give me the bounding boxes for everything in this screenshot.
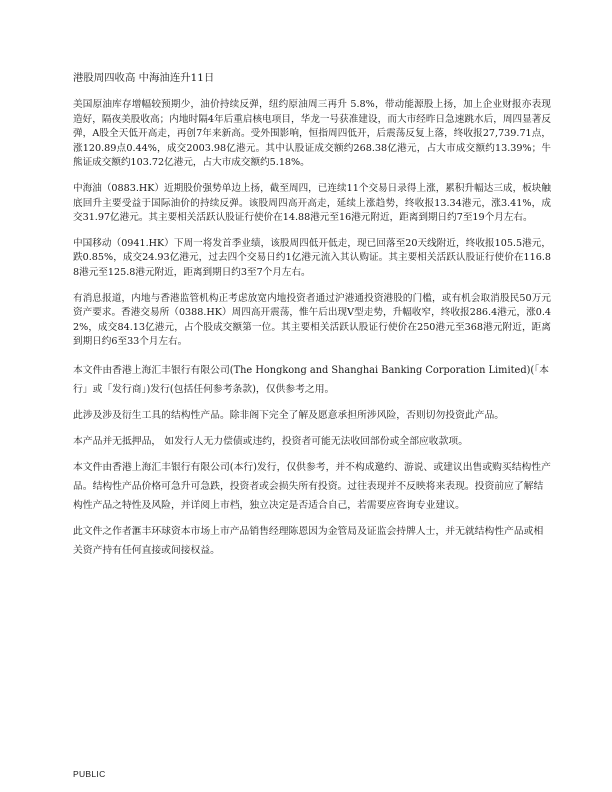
author-disclosure: 此文件之作者滙丰环球资本市场上市产品销售经理陈恩因为金管局及证监会持牌人士，并无就结构性产品或相关资产持有任何直接或间接权益。 — [73, 525, 544, 556]
no-collateral-warning: 本产品并无抵押品， 如发行人无力偿债或违约，投资者可能无法收回部份或全部应收款项。 — [73, 435, 468, 447]
hkex-paragraph: 有消息报道，内地与香港监管机构正考虑放宽内地投资者通过沪港通投资港股的门槛，或有机会取消股民50万元资产要求。香港交易所（0388.HK）周四高开震荡，惟午后出现V型走势，升幅收窄，终收报286.4港元，涨0.42%，成交84.13亿港元，占个股成交额第一位。其主要相关活跃认股证行使价在250港元至368港元附近，距离到期日约6至33个月左右。 — [73, 292, 551, 348]
china-mobile-paragraph: 中国移动（0941.HK）下周一将发首季业绩，该股周四低开低走，现已回落至20天线附近，终收报105.5港元，跌0.85%，成交24.93亿港元，过去四个交易日约1亿港元流入其认购证。其主要相关活跃认股证行使价在116.88港元至125.8港元附近，距离到期日约3至7个月左右。 — [73, 237, 551, 278]
derivative-risk-warning: 此涉及涉及衍生工具的结构性产品。除非阁下完全了解及愿意承担所涉风险，否则切勿投资此产品。 — [73, 409, 505, 421]
market-overview-paragraph: 美国原油库存增幅较预期少，油价持续反弹，纽约原油周三再升 5.8%，带动能源股上扬，加上企业财报亦表现造好，隔夜美股收高；内地时隔4年后重启核电项目，华龙一号获准建设，而大市经昨日急速跳水后，周四显著反弹，A股全天低开高走，再创7年来新高。受外围影响，恒指周四低开，后震荡反复上落，终收报27,739.71点，涨120.89点0.44%，成交2003.98亿港元。其中认股证成交额约268.38亿港元，占大市成交额约13.39%；牛熊证成交额约103.72亿港元，占大市成交额约5.18%。 — [73, 99, 551, 169]
cnooc-paragraph: 中海油（0883.HK）近期股价强势单边上扬，截至周四，已连续11个交易日录得上涨，累积升幅达三成，板块触底回升主要受益于国际油价的持续反弹。该股周四高开高走，延续上涨趋势，终收报13.34港元，涨3.41%，成交31.97亿港元。其主要相关活跃认股证行使价在14.88港元至16港元附近，距离到期日约7至19个月左右。 — [73, 182, 551, 224]
classification-footer: PUBLIC — [73, 769, 106, 779]
document-body — [73, 70, 551, 567]
page-title: 港股周四收高 中海油连升11日 — [73, 72, 215, 84]
issuer-disclaimer: 本文件由香港上海汇丰银行有限公司(The Hongkong and Shanghai Banking Corporation Limited)(「本行」或「发行商」)发行(包括任何参考条款)，仅供参考之用。 — [73, 364, 549, 395]
general-disclaimer: 本文件由香港上海汇丰银行有限公司(本行)发行，仅供参考，并不构成邀约、游说、或建议出售或购买结构性产品。结构性产品价格可急升可急跌，投资者或会损失所有投资。过往表现并不反映将来表现。投资前应了解结构性产品之特性及风险，并详阅上市档，独立决定是否适合自己，若需要应咨询专业建议。 — [73, 461, 551, 511]
